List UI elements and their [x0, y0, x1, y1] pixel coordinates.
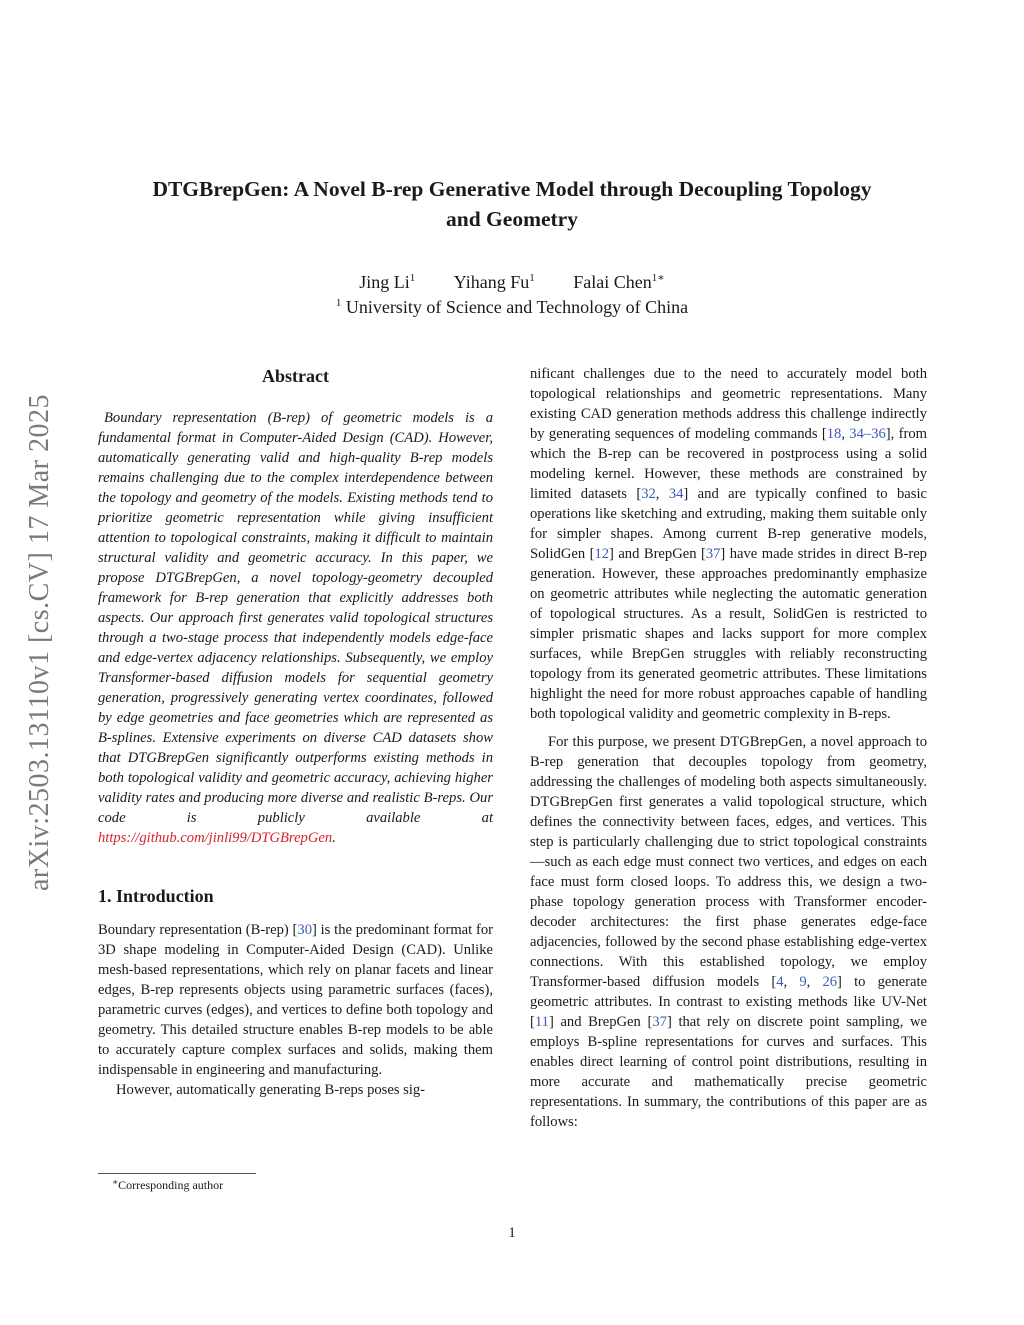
author: [359, 272, 415, 292]
citation-link[interactable]: 32: [641, 486, 656, 502]
author-mark: 1: [409, 272, 416, 284]
author-name: Falai Chen: [573, 272, 652, 292]
citation-link[interactable]: 9: [799, 974, 807, 990]
abstract-heading: Abstract: [262, 366, 329, 386]
citation-link[interactable]: 26: [822, 974, 838, 990]
author-mark: 1: [529, 272, 535, 284]
right-paragraph-2: [530, 732, 927, 1132]
affiliation-name: University of Science and Technology of China: [341, 297, 689, 317]
right-column: [530, 364, 927, 1132]
text-run: ] have made strides in direct B-rep generation. However, these approaches predominantly emphasize on geometric attributes while neglecting the automatic generation of topological structures. As a result, SolidGen is restricted to simpler prismatic shapes and lacks support for more complex surfaces, while BrepGen struggles with reliably reconstructing topology from its generated geometric attributes. These limitations highlight the need for more robust approaches capable of handling both topological validity and geometric complexity in B-reps.: [530, 546, 927, 722]
footnote-rule: [98, 1173, 256, 1174]
arxiv-stamp-text: arXiv:2503.13110v1 [cs.CV] 17 Mar 2025: [24, 394, 55, 892]
text-run: ], from which the B-rep can be recovered in postprocess using a solid modeling kernel. However, these methods are constrained by limited datasets [: [530, 426, 927, 502]
text-run: ] to generate geometric attributes. In contrast to existing methods like UV-Net [: [530, 974, 928, 1030]
title-line-1: DTGBrepGen: A Novel B-rep Generative Model through Decoupling Topology: [152, 177, 872, 201]
text-run: Boundary representation (B-rep) [: [98, 922, 298, 938]
footnote-text: Corresponding author: [118, 1178, 224, 1192]
text-run: ] and are typically confined to basic operations like sketching and extruding, making them suitable only for simpler shapes. Among current B-rep generative models, SolidGen [: [530, 486, 927, 562]
footnote: [112, 1177, 223, 1193]
author: [454, 272, 535, 292]
citation-link[interactable]: 12: [594, 546, 610, 562]
intro-paragraph-1: [98, 920, 493, 1080]
citation-link[interactable]: 18: [826, 426, 842, 442]
text-run: ] is the predominant format for 3D shape modeling in Computer-Aided Design (CAD). Unlike mesh-based representations, which rely on planar facets and linear edges, B-rep represents objects using parametric surfaces (faces), parametric curves (edges), and vertices to define both topology and geometry. This detailed structure enables B-rep models to be able to accurately capture complex surfaces and solids, making them indispensable in engineering and manufacturing.: [98, 922, 494, 1078]
citation-link[interactable]: 30: [297, 922, 312, 938]
citation-link[interactable]: 11: [534, 1014, 549, 1030]
affiliation-mark: 1: [335, 297, 342, 309]
title-line-2: and Geometry: [446, 207, 578, 231]
section-heading-introduction: 1. Introduction: [98, 886, 214, 906]
text-run: ] and BrepGen [: [609, 546, 706, 562]
left-column: [98, 364, 493, 1100]
text-run: ,: [783, 974, 800, 990]
paper-title: [80, 174, 944, 234]
citation-link[interactable]: 34: [668, 486, 684, 502]
intro-paragraph-2: However, automatically generating B-reps poses sig-: [116, 1082, 426, 1098]
author: [573, 272, 664, 292]
abstract-text: [98, 408, 493, 848]
author-mark: 1∗: [651, 272, 665, 284]
right-paragraph-1: [530, 364, 927, 724]
abstract-body: Boundary representation (B-rep) of geometric models is a fundamental format in Computer-Aided Design (CAD). However, automatically generating valid and high-quality B-rep models remains challenging due to the complex interdependence between the topology and geometry of the models. Existing methods tend to prioritize geometric representation while giving insufficient attention to topological constraints, making it difficult to maintain structural validity and geometric accuracy. In this paper, we propose DTGBrepGen, a novel topology-geometry decoupled framework for B-rep generation that explicitly addresses both aspects. Our approach first generates valid topological structures through a two-stage process that independently models edge-face and edge-vertex adjacency relationships. Subsequently, we employ Transformer-based diffusion models for sequential geometry generation, progressively generating vertex coordinates, followed by edge geometries and face geometries which are represented as B-splines. Extensive experiments on diverse CAD datasets show that DTGBrepGen significantly outperforms existing methods in both topological validity and geometric accuracy, achieving higher validity rates and producing more diverse and realistic B-reps. Our code is publicly available at: [98, 410, 493, 826]
citation-link[interactable]: 34–36: [849, 426, 886, 442]
page-number: 1: [508, 1225, 516, 1241]
code-link[interactable]: https://github.com/jinli99/DTGBrepGen: [98, 830, 333, 846]
author-name: Yihang Fu: [453, 272, 530, 292]
citation-link[interactable]: 4: [776, 974, 784, 990]
abstract-end: .: [332, 830, 336, 846]
author-list: [0, 270, 1024, 294]
footnote-mark: ∗: [112, 1177, 119, 1187]
arxiv-stamp: [17, 348, 63, 938]
author-name: Jing Li: [359, 272, 410, 292]
affiliation: [0, 295, 1024, 319]
text-run: For this purpose, we present DTGBrepGen, a novel approach to B-rep generation that decouples topology from geometry, addressing the challenges of modeling both aspects simultaneously. DTGBrepGen first generates a valid topological structure, which defines the connectivity between faces, edges, and vertices. This step is particularly challenging due to strict topological constraints—such as each edge must connect two vertices, and edges on each face must form closed loops. To address this, we design a two-phase topology generation process with Transformer encoder-decoder architectures: the first phase generates edge-face adjacencies, followed by the second phase establishing edge-vertex connections. With this established topology, we employ Transformer-based diffusion models [: [530, 734, 927, 990]
text-run: ,: [655, 486, 669, 502]
citation-link[interactable]: 37: [652, 1014, 667, 1030]
text-run: ,: [841, 426, 850, 442]
text-run: nificant challenges due to the need to accurately model both topological relationships and geometric representations. Many existing CAD generation methods address this challenge indirectly by generating sequences of modeling commands [: [530, 366, 927, 442]
citation-link[interactable]: 37: [705, 546, 721, 562]
text-run: ,: [806, 974, 823, 990]
text-run: ] that rely on discrete point sampling, we employs B-spline representations for curves and surfaces. This enables direct learning of control point distributions, resulting in more accurate and mathematically precise geometric representations. In summary, the contributions of this paper are as follows:: [530, 1014, 927, 1130]
text-run: ] and BrepGen [: [548, 1014, 653, 1030]
